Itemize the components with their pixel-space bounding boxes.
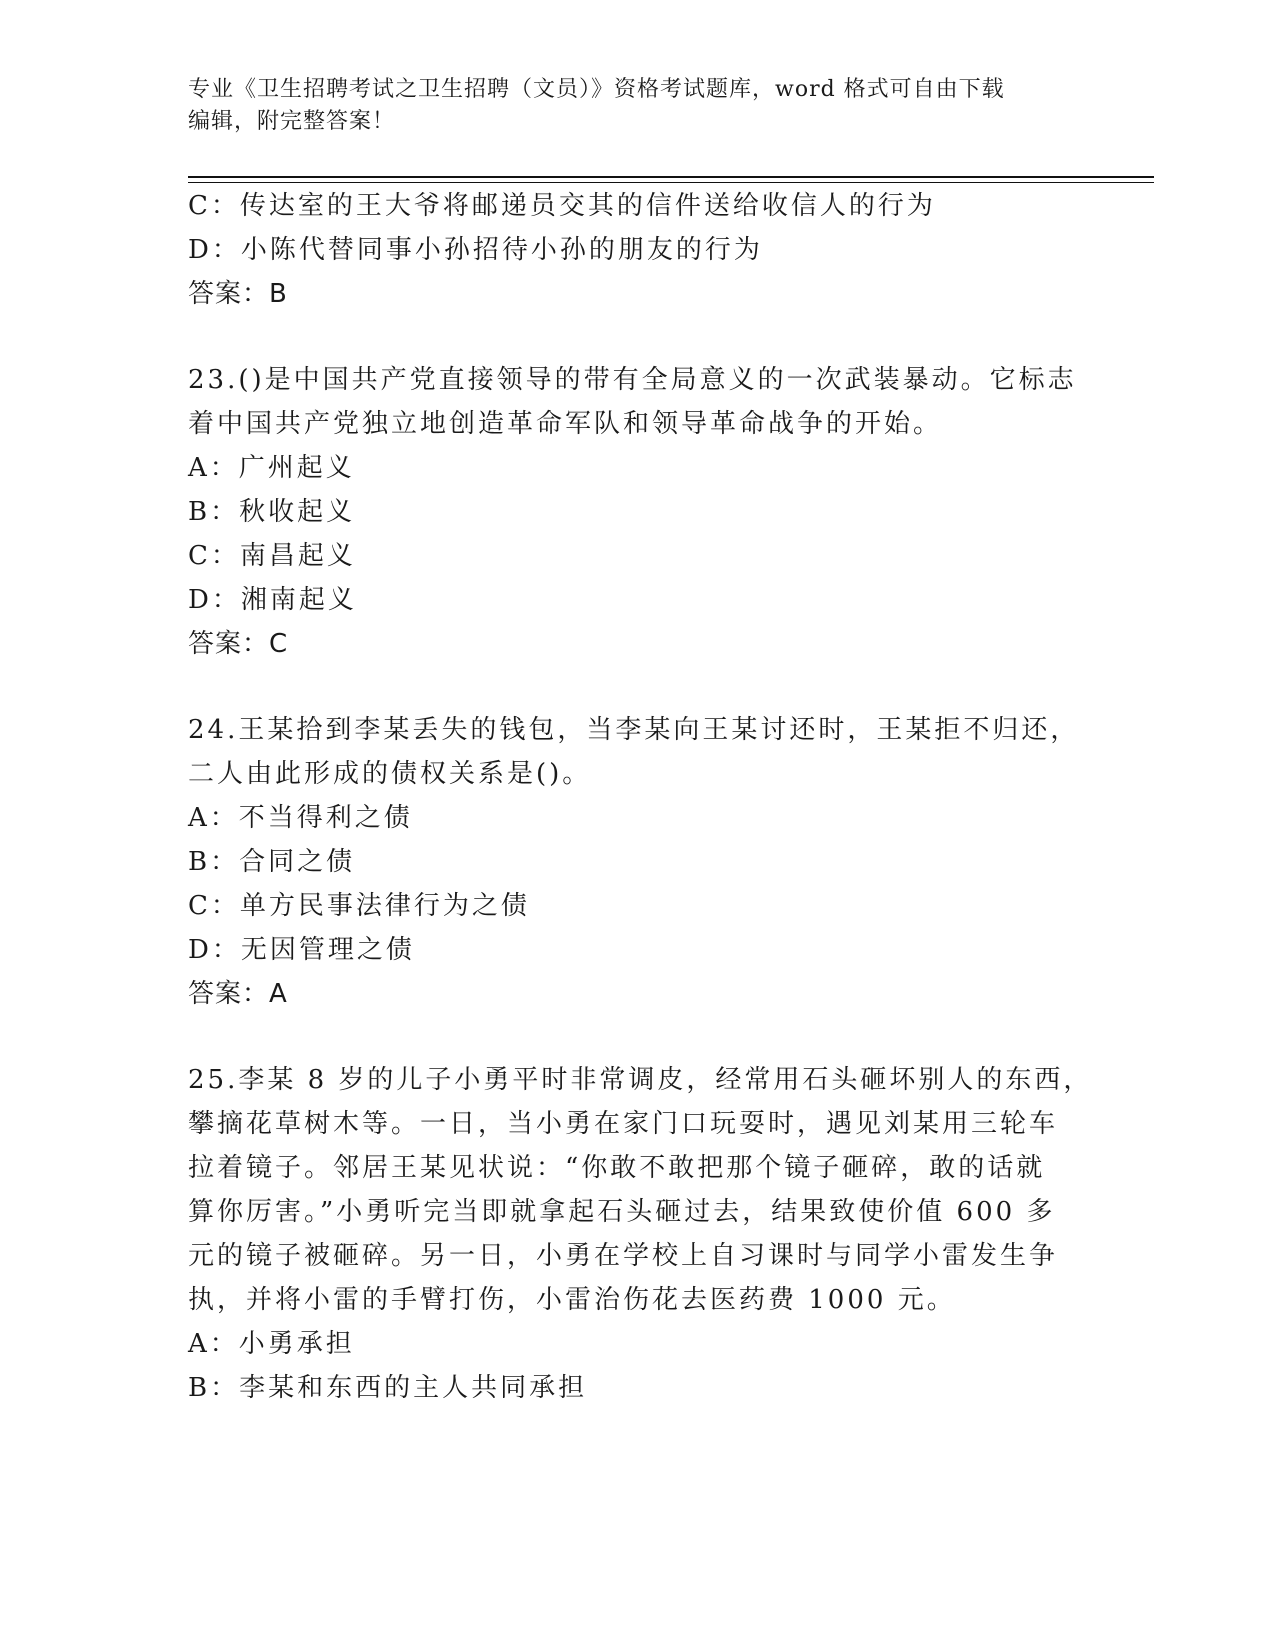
document-header — [188, 74, 1088, 138]
header-divider-thick — [188, 176, 1154, 178]
q24-stem-line-2: 二人由此形成的债权关系是()。 — [188, 759, 592, 789]
q23-option-c: C：南昌起义 — [188, 541, 356, 571]
q22-option-d: D：小陈代替同事小孙招待小孙的朋友的行为 — [188, 235, 763, 265]
q24-option-a: A：不当得利之债 — [188, 803, 413, 833]
q23-option-d: D：湘南起义 — [188, 585, 357, 615]
q25-stem-line-6: 执，并将小雷的手臂打伤，小雷治伤花去医药费 1000 元。 — [188, 1285, 956, 1315]
header-line-1: 专业《卫生招聘考试之卫生招聘（文员）》资格考试题库，word 格式可自由下载 — [188, 77, 1005, 102]
q24-option-b: B：合同之债 — [188, 847, 356, 877]
header-line-2: 编辑，附完整答案！ — [188, 109, 396, 134]
q25-stem-line-2: 攀摘花草树木等。一日，当小勇在家门口玩耍时，遇见刘某用三轮车 — [188, 1109, 1059, 1139]
q24-answer: 答案：A — [188, 979, 288, 1009]
q25-stem-line-3: 拉着镜子。邻居王某见状说：“你敢不敢把那个镜子砸碎，敢的话就 — [188, 1153, 1046, 1183]
q24-option-d: D：无因管理之债 — [188, 935, 415, 965]
q23-stem-line-2: 着中国共产党独立地创造革命军队和领导革命战争的开始。 — [188, 409, 943, 439]
q23-option-b: B：秋收起义 — [188, 497, 356, 527]
q24-option-c: C：单方民事法律行为之债 — [188, 891, 530, 921]
q25-option-a: A：小勇承担 — [188, 1329, 355, 1359]
header-divider-thin — [188, 182, 1154, 183]
q25-option-b: B：李某和东西的主人共同承担 — [188, 1373, 588, 1403]
q25-stem-line-4: 算你厉害。”小勇听完当即就拿起石头砸过去，结果致使价值 600 多 — [188, 1197, 1056, 1227]
q24-stem-line-1: 24.王某拾到李某丢失的钱包，当李某向王某讨还时，王某拒不归还， — [188, 715, 1080, 745]
q22-answer: 答案：B — [188, 279, 288, 309]
q25-stem-line-5: 元的镜子被砸碎。另一日，小勇在学校上自习课时与同学小雷发生争 — [188, 1241, 1059, 1271]
q23-option-a: A：广州起义 — [188, 453, 355, 483]
q23-answer: 答案：C — [188, 629, 289, 659]
q22-option-c: C：传达室的王大爷将邮递员交其的信件送给收信人的行为 — [188, 191, 936, 221]
q25-stem-line-1: 25.李某 8 岁的儿子小勇平时非常调皮，经常用石头砸坏别人的东西， — [188, 1065, 1093, 1095]
q23-stem-line-1: 23.()是中国共产党直接领导的带有全局意义的一次武装暴动。它标志 — [188, 365, 1077, 395]
